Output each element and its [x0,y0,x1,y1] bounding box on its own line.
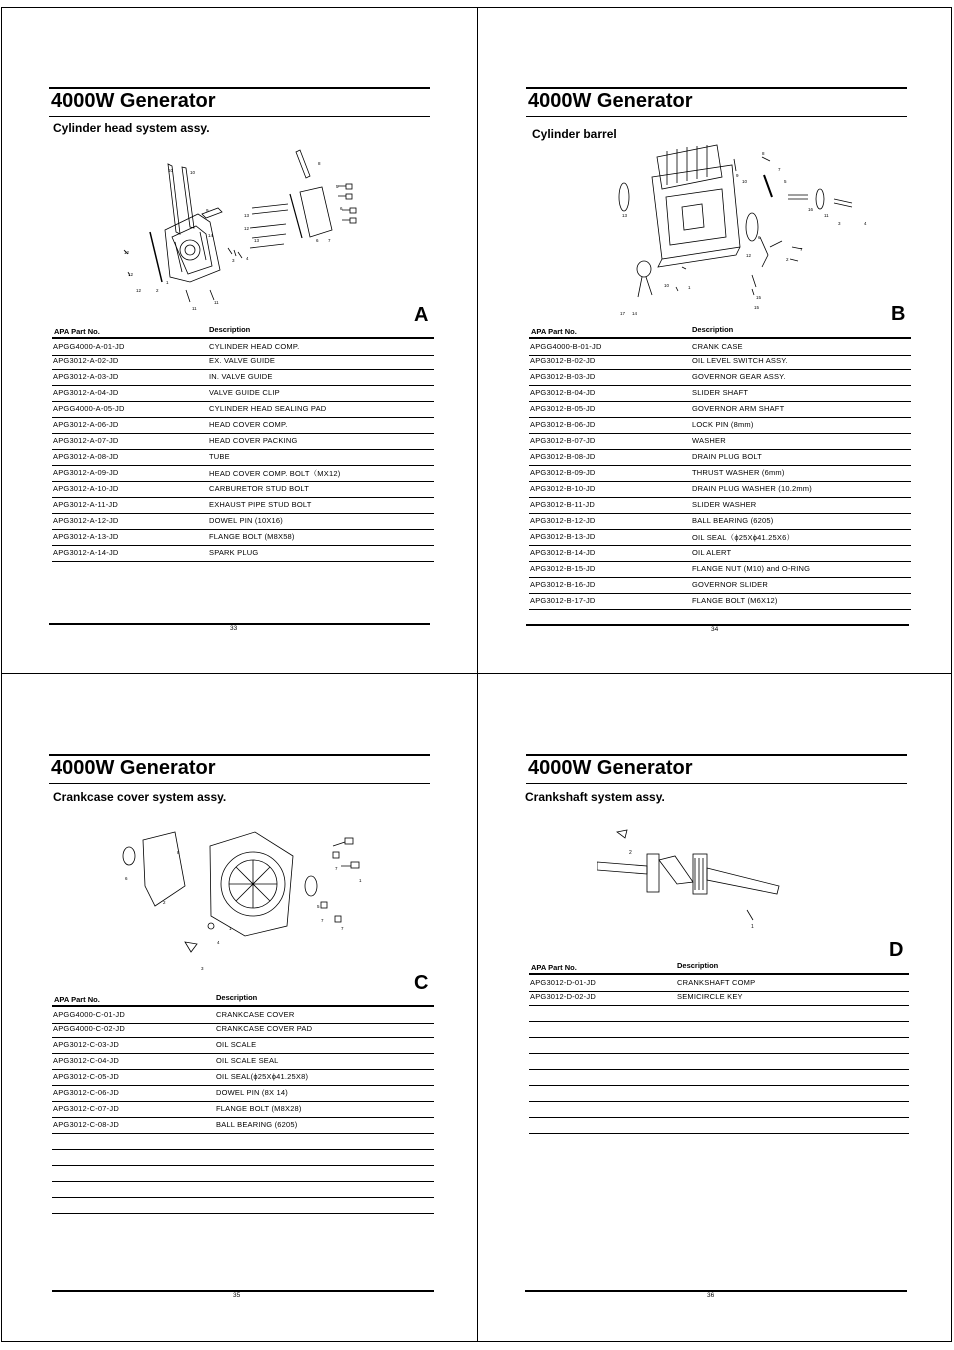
table-row [52,481,434,498]
column-header-description: Description [692,325,734,334]
part-number-cell: APG3012-A-03-JD [53,372,119,381]
section-subtitle: Crankcase cover system assy. [53,790,227,804]
description-cell: CYLINDER HEAD COMP. [209,342,300,351]
part-number-cell: APG3012-B-17-JD [530,596,596,605]
callout-label: 3 [201,966,204,971]
table-row [529,369,911,386]
callout-label: 7 [341,926,344,931]
part-number-cell: APG3012-B-09-JD [530,468,596,477]
callout-label: 12 [244,226,250,231]
part-number-cell: APG3012-A-12-JD [53,516,119,525]
callout-label: 6 [316,238,319,243]
callout-label: 8 [762,151,765,156]
part-number-cell: APG3012-A-13-JD [53,532,119,541]
table-row [529,417,911,434]
part-number-cell: APG3012-B-10-JD [530,484,596,493]
table-row [529,1053,909,1070]
table-row [529,1085,909,1102]
description-cell: SLIDER SHAFT [692,388,749,397]
callout-label: 4 [217,940,220,945]
callout-label: 7 [328,238,331,243]
callout-label: 6 [340,206,343,211]
title-bottom-rule [526,116,907,117]
callout-label: 10 [664,283,670,288]
callout-label: 11 [214,300,219,305]
table-row [52,465,434,482]
page-title: 4000W Generator [51,90,216,112]
table-row [52,1149,434,1166]
callout-label: 5 [784,179,787,184]
description-cell: DRAIN PLUG BOLT [692,452,762,461]
title-top-rule [526,87,907,89]
column-header-part-no: APA Part No. [531,327,577,336]
table-row [529,513,911,530]
callout-label: 16 [808,207,814,212]
callout-label: 7 [800,247,803,252]
part-number-cell: APG3012-C-04-JD [53,1056,119,1065]
part-number-cell: APG3012-B-15-JD [530,564,596,573]
part-number-cell: APG3012-A-10-JD [53,484,119,493]
exploded-parts-diagram [115,826,375,976]
title-bottom-rule [49,783,430,784]
callout-label: 4 [864,221,867,226]
table-row [52,1053,434,1070]
footer-rule [49,623,430,625]
catalog-page-d [477,674,953,1341]
description-cell: CRANK CASE [692,342,743,351]
description-cell: SEMICIRCLE KEY [677,992,743,1001]
page-number: 36 [707,1292,715,1299]
callout-label: 12 [128,272,134,277]
catalog-page-a [0,7,476,674]
exploded-parts-diagram [597,824,797,934]
description-cell: GOVERNOR SLIDER [692,580,768,589]
table-row [52,433,434,450]
title-bottom-rule [526,783,907,784]
part-number-cell: APG3012-B-02-JD [530,356,596,365]
table-row [529,449,911,466]
section-letter: D [889,939,904,961]
table-row [529,593,911,610]
description-cell: FLANGE NUT (M10) and O-RING [692,564,811,573]
callout-label: 7 [335,866,338,871]
section-subtitle: Cylinder barrel [532,127,617,141]
table-row [52,1021,434,1038]
exploded-parts-diagram [612,137,882,317]
description-cell: GOVERNOR ARM SHAFT [692,404,785,413]
column-header-part-no: APA Part No. [531,963,577,972]
table-row [529,545,911,562]
column-header-description: Description [677,961,719,970]
part-number-cell: APG3012-B-13-JD [530,532,596,541]
description-cell: SPARK PLUG [209,548,259,557]
callout-label: 2 [163,900,166,905]
part-number-cell: APG3012-B-03-JD [530,372,596,381]
callout-label: 5 [317,904,320,909]
callout-label: 3 [232,258,235,263]
table-row [529,353,911,370]
description-cell: SLIDER WASHER [692,500,757,509]
page-title: 4000W Generator [528,757,693,779]
part-number-cell: APG3012-A-09-JD [53,468,119,477]
part-number-cell: APG3012-D-01-JD [530,978,596,987]
callout-label: 15 [754,305,760,310]
table-row [529,1021,909,1038]
table-row [52,353,434,370]
description-cell: THRUST WASHER (6mm) [692,468,785,477]
table-row [52,401,434,418]
table-row [529,1101,909,1118]
description-cell: IN. VALVE GUIDE [209,372,273,381]
callout-label: 8 [318,161,321,166]
description-cell: CARBURETOR STUD BOLT [209,484,309,493]
callout-label: 10 [190,170,196,175]
table-row [52,1197,434,1214]
exploded-parts-diagram [110,142,370,312]
part-number-cell: APGG4000-B-01-JD [530,342,602,351]
part-number-cell: APG3012-B-07-JD [530,436,596,445]
section-subtitle: Crankshaft system assy. [525,790,665,804]
section-letter: B [891,303,906,325]
description-cell: GOVERNOR GEAR ASSY. [692,372,786,381]
table-row [52,1181,434,1198]
title-top-rule [49,754,430,756]
description-cell: DRAIN PLUG WASHER (10.2mm) [692,484,812,493]
description-cell: HEAD COVER COMP. [209,420,288,429]
description-cell: EX. VALVE GUIDE [209,356,276,365]
page-number: 35 [233,1292,241,1299]
table-row [529,433,911,450]
callout-label: 13 [622,213,628,218]
callout-label: 1 [166,280,169,285]
description-cell: CRANKSHAFT COMP [677,978,756,987]
table-row [52,369,434,386]
description-cell: VALVE GUIDE CLIP [209,388,280,397]
section-subtitle: Cylinder head system assy. [53,121,210,135]
part-number-cell: APGG4000-A-05-JD [53,404,125,413]
description-cell: OIL SCALE SEAL [216,1056,279,1065]
callout-label: 6 [125,876,128,881]
table-row [52,449,434,466]
part-number-cell: APG3012-A-14-JD [53,548,119,557]
part-number-cell: APG3012-B-16-JD [530,580,596,589]
callout-label: 11 [824,213,829,218]
callout-label: 3 [838,221,841,226]
description-cell: WASHER [692,436,726,445]
table-row [529,385,911,402]
callout-label: 13 [244,213,250,218]
table-row [52,1069,434,1086]
table-row [52,545,434,562]
callout-label: 1 [751,924,754,930]
description-cell: OIL SEAL（ϕ25Xϕ41.25X6） [692,533,795,542]
description-cell: CRANKCASE COVER [216,1010,295,1019]
callout-label: 5 [336,184,339,189]
description-cell: OIL SCALE [216,1040,257,1049]
description-cell: BALL BEARING (6205) [216,1120,298,1129]
description-cell: BALL BEARING (6205) [692,516,774,525]
table-row [529,401,911,418]
callout-label: 10 [742,179,748,184]
section-letter: A [414,304,429,326]
part-number-cell: APG3012-A-04-JD [53,388,119,397]
callout-label: 4 [246,256,249,261]
callout-label: 8 [177,850,180,855]
part-number-cell: APG3012-D-02-JD [530,992,596,1001]
table-row [52,513,434,530]
callout-label: 13 [254,238,260,243]
description-cell: OIL SEAL(ϕ25Xϕ41.25X8) [216,1072,309,1081]
description-cell: DOWEL PIN (10X16) [209,516,283,525]
part-number-cell: APGG4000-C-02-JD [53,1024,125,1033]
callout-label: 14 [208,233,214,238]
catalog-page-b [477,7,953,674]
table-row [529,1037,909,1054]
table-row [529,1117,909,1134]
table-row [529,1069,909,1086]
description-cell: HEAD COVER COMP. BOLT（MX12) [209,469,341,478]
part-number-cell: APG3012-B-06-JD [530,420,596,429]
column-header-description: Description [216,993,258,1002]
part-number-cell: APG3012-A-06-JD [53,420,119,429]
part-number-cell: APG3012-A-07-JD [53,436,119,445]
table-row [52,497,434,514]
part-number-cell: APGG4000-C-01-JD [53,1010,125,1019]
part-number-cell: APG3012-B-08-JD [530,452,596,461]
description-cell: HEAD COVER PACKING [209,436,298,445]
part-number-cell: APG3012-C-07-JD [53,1104,119,1113]
description-cell: LOCK PIN (8mm) [692,420,754,429]
callout-label: 15 [756,295,762,300]
description-cell: CRANKCASE COVER PAD [216,1024,313,1033]
description-cell: EXHAUST PIPE STUD BOLT [209,500,312,509]
table-row [529,529,911,546]
page-title: 4000W Generator [51,757,216,779]
callout-label: 2 [156,288,159,293]
description-cell: OIL ALERT [692,548,732,557]
description-cell: FLANGE BOLT (M8X58) [209,532,295,541]
table-row [529,577,911,594]
callout-label: 9 [206,208,209,213]
table-row [52,385,434,402]
part-number-cell: APG3012-C-08-JD [53,1120,119,1129]
part-number-cell: APG3012-A-08-JD [53,452,119,461]
callout-label: 1 [359,878,362,883]
part-number-cell: APGG4000-A-01-JD [53,342,125,351]
callout-label: 7 [321,918,324,923]
catalog-page-c [0,674,476,1341]
table-row [529,989,909,1006]
table-row [529,481,911,498]
part-number-cell: APG3012-B-04-JD [530,388,596,397]
description-cell: FLANGE BOLT (M6X12) [692,596,778,605]
column-header-part-no: APA Part No. [54,327,100,336]
table-row [52,529,434,546]
callout-label: 7 [778,167,781,172]
column-header-description: Description [209,325,251,334]
part-number-cell: APG3012-B-05-JD [530,404,596,413]
table-row [52,1165,434,1182]
part-number-cell: APG3012-B-14-JD [530,548,596,557]
part-number-cell: APG3012-C-03-JD [53,1040,119,1049]
table-row [52,1133,434,1150]
part-number-cell: APG3012-B-11-JD [530,500,595,509]
footer-rule [52,1290,434,1292]
callout-label: 9 [736,173,739,178]
callout-label: 10 [168,168,174,173]
description-cell: OIL LEVEL SWITCH ASSY. [692,356,788,365]
callout-label: 2 [786,257,789,262]
callout-label: 11 [192,306,197,311]
description-cell: TUBE [209,452,230,461]
description-cell: DOWEL PIN (8X 14) [216,1088,288,1097]
part-number-cell: APG3012-C-06-JD [53,1088,119,1097]
page-title: 4000W Generator [528,90,693,112]
table-row [52,417,434,434]
part-number-cell: APG3012-A-11-JD [53,500,118,509]
title-bottom-rule [49,116,430,117]
section-letter: C [414,972,429,994]
callout-label: 6 [758,235,761,240]
table-row [529,561,911,578]
callout-label: 12 [746,253,752,258]
description-cell: CYLINDER HEAD SEALING PAD [209,404,327,413]
part-number-cell: APG3012-B-12-JD [530,516,596,525]
table-row [529,465,911,482]
footer-rule [525,1290,907,1292]
callout-label: 2 [629,850,632,856]
page-number: 33 [230,625,238,632]
table-row [529,1005,909,1022]
callout-label: 1 [229,926,232,931]
table-row [52,1101,434,1118]
column-header-part-no: APA Part No. [54,995,100,1004]
part-number-cell: APG3012-C-05-JD [53,1072,119,1081]
table-row [52,1117,434,1134]
callout-label: 17 [620,311,626,316]
page-number: 34 [711,626,719,633]
callout-label: 1 [688,285,691,290]
title-top-rule [526,754,907,756]
callout-label: 12 [136,288,142,293]
callout-label: 12 [124,250,130,255]
title-top-rule [49,87,430,89]
description-cell: FLANGE BOLT (M8X28) [216,1104,302,1113]
part-number-cell: APG3012-A-02-JD [53,356,119,365]
table-row [52,1085,434,1102]
callout-label: 14 [632,311,638,316]
table-row [52,1037,434,1054]
table-row [529,497,911,514]
